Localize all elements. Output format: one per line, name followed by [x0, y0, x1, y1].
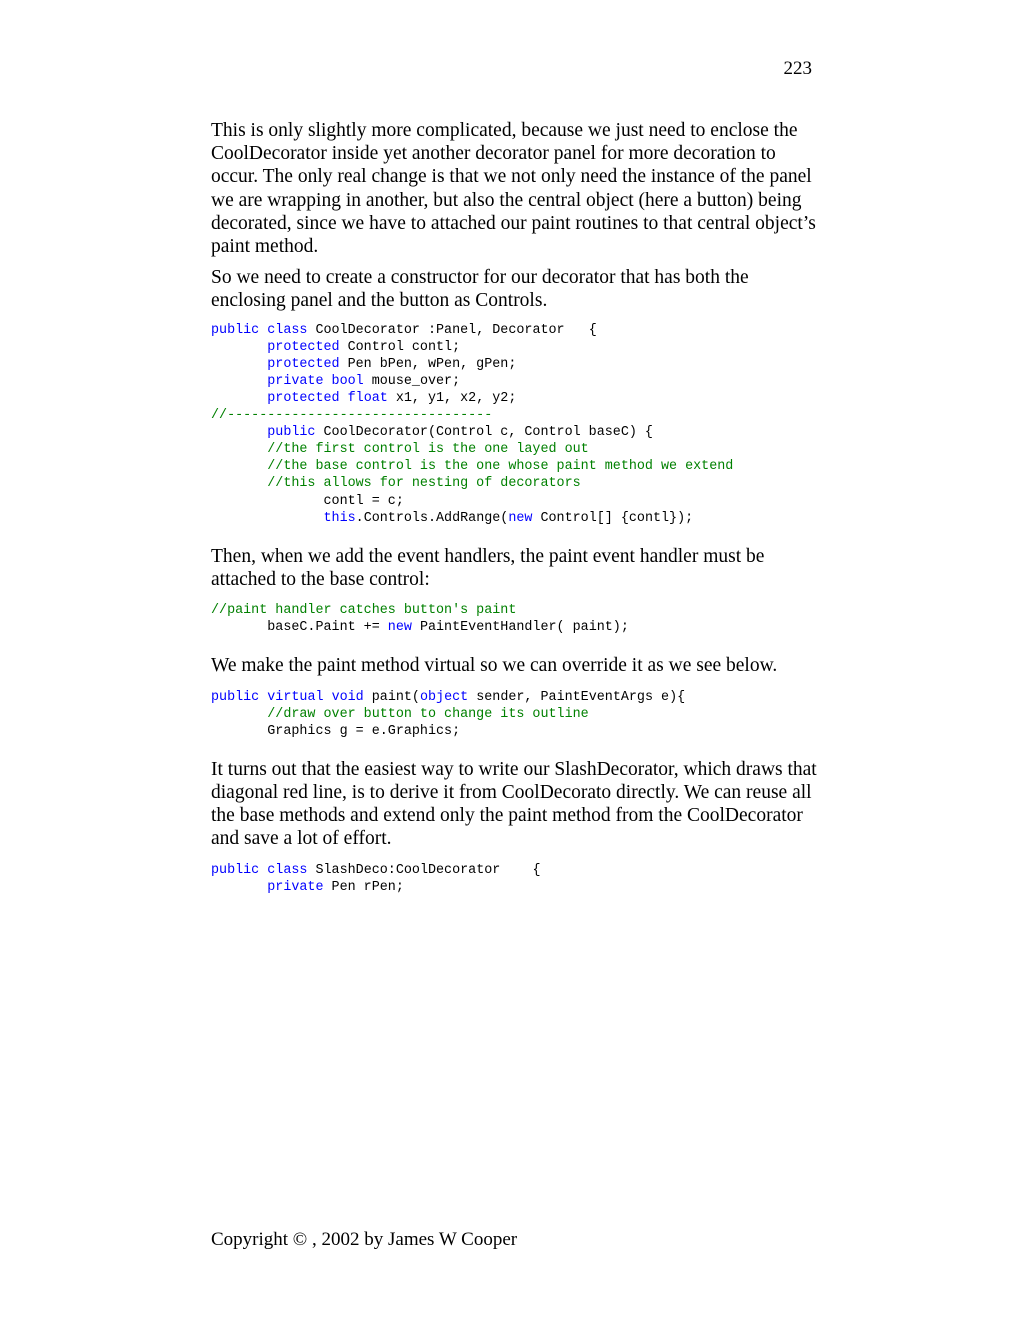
code-text: Pen bPen, wPen, gPen; [339, 356, 517, 372]
code-line [211, 475, 821, 492]
code-text: sender, PaintEventArgs e){ [468, 689, 686, 705]
code-keyword: protected [267, 356, 340, 372]
code-comment: //the first control is the one layed out [267, 442, 589, 458]
code-line [211, 356, 821, 373]
code-block [211, 602, 821, 636]
code-keyword: public [267, 425, 316, 441]
code-text [211, 391, 267, 406]
code-keyword: new [508, 510, 533, 526]
code-text: baseC.Paint += [211, 620, 388, 636]
copyright-footer: Copyright © , 2002 by James W Cooper [211, 1229, 518, 1250]
code-keyword: public [211, 689, 260, 705]
code-keyword: bool [331, 373, 364, 389]
code-keyword: new [387, 620, 412, 636]
code-keyword: public [211, 322, 260, 338]
code-text [211, 880, 267, 895]
code-keyword: protected [267, 339, 340, 355]
code-line [211, 493, 821, 510]
code-line [211, 424, 821, 441]
code-text [211, 707, 267, 722]
code-keyword: float [347, 391, 388, 406]
code-keyword: private [267, 373, 324, 389]
code-text [211, 340, 267, 355]
paragraph: So we need to create a constructor for our decorator that has both the enclosing panel and the button as Controls. [211, 267, 749, 312]
code-block [211, 689, 821, 740]
page-content [211, 119, 821, 914]
code-text: contl = c; [211, 493, 404, 509]
paragraph: This is only slightly more complicated, because we just need to enclose the CoolDecorator inside yet another decorator panel for more decoration to occur. The only real change is that we not only need the instance of the panel we are wrapping in another, but also the central object (here a button) being decorated, since we have to attached our paint routines to that central object’s paint method. [211, 120, 816, 258]
code-text [211, 425, 267, 440]
code-line [211, 602, 821, 619]
code-text [324, 690, 332, 705]
code-comment: //paint handler catches button's paint [211, 603, 517, 619]
code-text: Pen rPen; [323, 879, 404, 895]
code-block [211, 322, 821, 527]
code-line [211, 723, 821, 740]
code-line [211, 339, 821, 356]
code-text: x1, y1, x2, y2; [387, 391, 517, 406]
code-text: SlashDeco:CoolDecorator { [307, 862, 541, 878]
code-text [324, 374, 332, 389]
code-text [211, 511, 324, 526]
code-keyword: class [267, 322, 308, 338]
code-text: CoolDecorator(Control c, Control baseC) { [315, 425, 653, 441]
code-keyword: private [267, 879, 324, 895]
code-text [211, 476, 267, 491]
code-line [211, 458, 821, 475]
code-comment: //--------------------------------- [211, 408, 493, 424]
code-comment: //draw over button to change its outline [267, 706, 589, 722]
code-keyword: this [323, 510, 356, 526]
code-text: mouse_over; [363, 373, 461, 389]
code-text [211, 357, 267, 372]
code-line [211, 441, 821, 458]
code-keyword: void [331, 689, 364, 705]
code-line [211, 390, 821, 407]
paragraph: Then, when we add the event handlers, the paint event handler must be attached to the base control: [211, 545, 765, 590]
code-comment: //the base control is the one whose paint method we extend [267, 459, 734, 475]
paragraph: It turns out that the easiest way to write our SlashDecorator, which draws that diagonal red line, is to derive it from CoolDecorato directly. We can reuse all the base methods and extend only the paint method from the CoolDecorator and save a lot of effort. [211, 758, 817, 850]
code-keyword: object [419, 689, 469, 705]
code-line [211, 510, 821, 527]
code-block [211, 862, 821, 896]
code-text [211, 442, 267, 457]
paragraph: We make the paint method virtual so we can override it as we see below. [211, 655, 778, 677]
page-number: 223 [783, 58, 812, 79]
code-text: CoolDecorator :Panel, Decorator { [307, 322, 597, 338]
code-text: Control[] {contl}); [532, 510, 694, 526]
code-line [211, 862, 821, 879]
code-text [211, 374, 267, 389]
code-text [340, 391, 348, 406]
code-text: Graphics g = e.Graphics; [211, 723, 461, 739]
code-text [211, 459, 267, 474]
code-text: .Controls.AddRange( [355, 510, 509, 526]
code-line [211, 322, 821, 339]
code-line [211, 706, 821, 723]
code-keyword: public [211, 862, 260, 878]
code-text: PaintEventHandler( paint); [411, 620, 629, 636]
code-keyword: virtual [267, 689, 324, 705]
code-line [211, 407, 821, 424]
code-line [211, 689, 821, 706]
code-comment: //this allows for nesting of decorators [267, 476, 581, 492]
code-keyword: class [267, 862, 308, 878]
code-keyword: protected [267, 391, 340, 406]
code-text: paint( [363, 689, 420, 705]
code-line [211, 373, 821, 390]
code-line [211, 879, 821, 896]
code-line [211, 619, 821, 636]
code-text: Control contl; [339, 339, 461, 355]
